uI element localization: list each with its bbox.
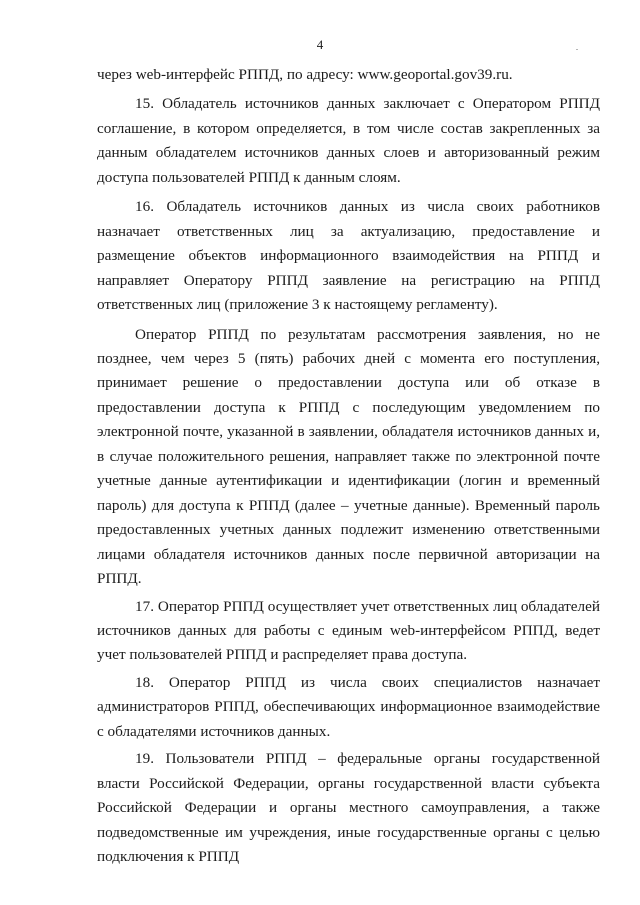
document-body <box>97 63 600 870</box>
page-number: 4 <box>316 37 324 52</box>
paragraph-17: 17. Оператор РППД осуществляет учет ответственных лиц обладателей источников данных для работы с единым web-интерфейсом РППД, ведет учет пользователей РППД и распределяет права доступа. <box>97 597 600 664</box>
paragraph-19: 19. Пользователи РППД – федеральные органы государственной власти Российской Федерации, органы государственной власти субъекта Российской Федерации и органы местного самоуправления, а также подведомственные им учреждения, иные государственные органы с целью подключения к РППД <box>97 750 600 866</box>
paragraph-16: 16. Обладатель источников данных из числа своих работников назначает ответственных лиц за актуализацию, предоставление и размещение объектов информационного взаимодействия на РППД и направляет Оператору РППД заявление на регистрацию на РППД ответственных лиц (приложение 3 к настоящему регламенту). <box>97 198 600 314</box>
paragraph-continued: через web-интерфейс РППД, по адресу: www.geoportal.gov39.ru. <box>97 66 513 83</box>
paragraph-15: 15. Обладатель источников данных заключает с Оператором РППД соглашение, в котором определяется, в том числе состав закрепленных за данным обладателем источников данных слоев и авторизованный режим доступа пользователей РППД к данным слоям. <box>97 95 600 186</box>
paragraph-18: 18. Оператор РППД из числа своих специалистов назначает администраторов РППД, обеспечивающих информационное взаимодействие с обладателями источников данных. <box>97 673 600 740</box>
scan-speck <box>576 49 578 50</box>
paragraph-16-operator: Оператор РППД по результатам рассмотрения заявления, но не позднее, чем через 5 (пять) рабочих дней с момента его поступления, принимает решение о предоставлении доступа или об отказе в предоставлении доступа к РППД с последующим уведомлением по электронной почте, указанной в заявлении, обладателя источников данных и, в случае положительного решения, направляет также по электронной почте учетные данные аутентификации и идентификации (логин и временный пароль) для доступа к РППД (далее – учетные данные). Временный пароль предоставленных учетных данных подлежит изменению ответственными лицами обладателя источников данных после первичной авторизации на РППД. <box>97 325 600 588</box>
